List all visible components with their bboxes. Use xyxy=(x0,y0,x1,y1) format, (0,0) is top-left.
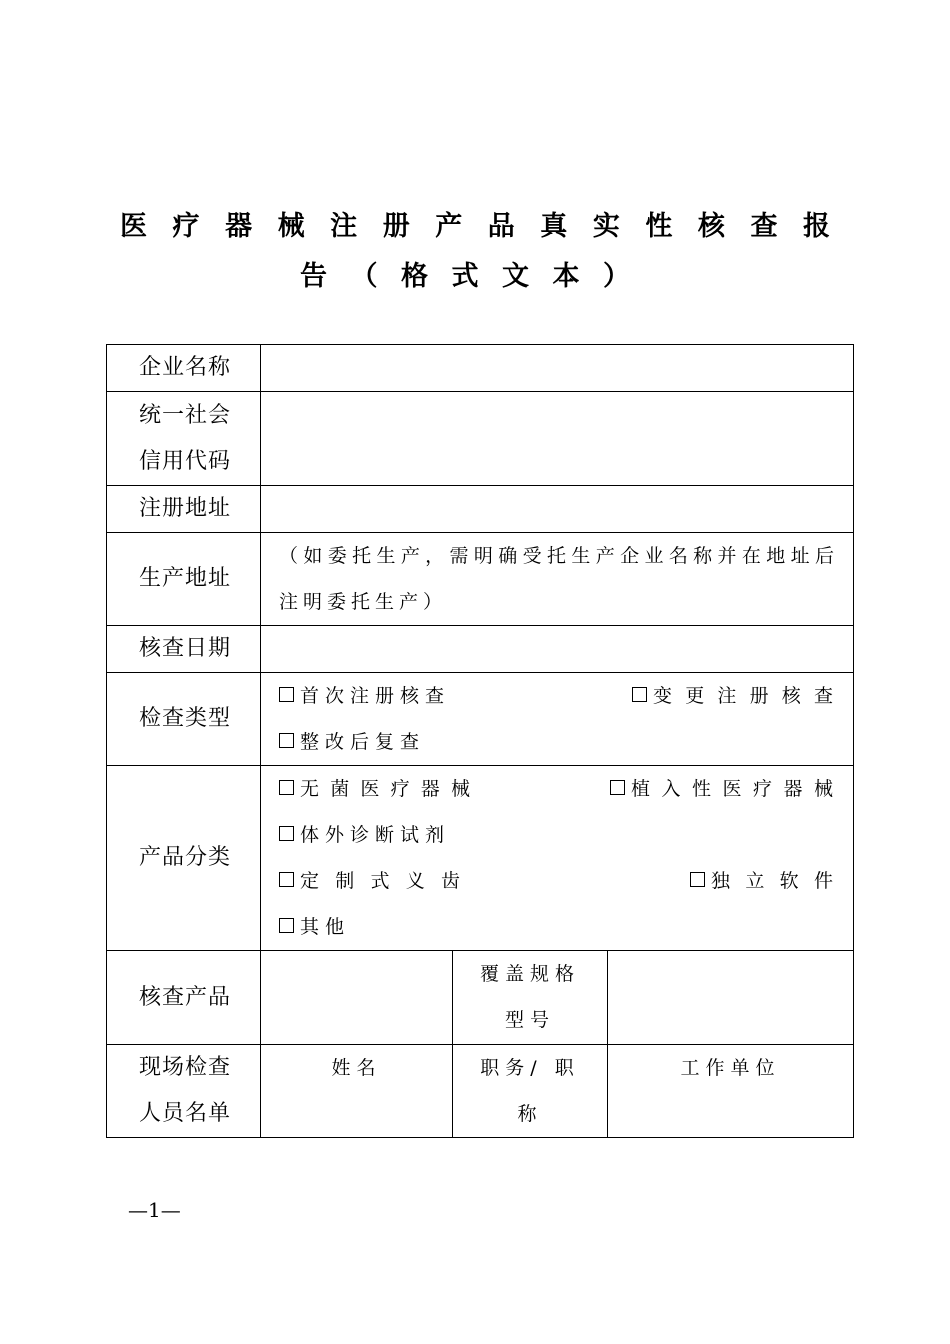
spec-value[interactable] xyxy=(608,951,854,1045)
prod-address-note[interactable]: （如委托生产，需明确受托生产企业名称并在地址后注明委托生产） xyxy=(261,533,854,626)
staff-unit-header: 工作单位 xyxy=(608,1045,854,1138)
category-options xyxy=(261,766,854,951)
option-other[interactable] xyxy=(279,904,350,950)
row-company-name xyxy=(107,345,854,392)
row-prod-address xyxy=(107,533,854,626)
option-change-registration[interactable] xyxy=(632,673,839,719)
option-label: 首次注册核查 xyxy=(300,685,451,707)
product-label: 核查产品 xyxy=(107,951,261,1045)
staff-title-header xyxy=(453,1045,608,1138)
option-standalone-software[interactable] xyxy=(690,858,839,904)
option-label: 体外诊断试剂 xyxy=(300,824,451,846)
option-label: 无菌医疗器械 xyxy=(300,778,476,800)
checkbox-icon[interactable] xyxy=(610,780,625,795)
staff-label-line2: 人员名单 xyxy=(139,1101,232,1126)
spec-label-line1: 覆盖规格 xyxy=(479,963,580,985)
row-product xyxy=(107,951,854,1045)
option-label: 整改后复查 xyxy=(300,731,426,753)
row-credit-code xyxy=(107,392,854,486)
reg-address-value[interactable] xyxy=(261,486,854,533)
checkbox-icon[interactable] xyxy=(690,872,705,887)
checkbox-icon[interactable] xyxy=(279,733,294,748)
staff-label xyxy=(107,1045,261,1138)
option-custom-denture[interactable] xyxy=(279,858,466,904)
verification-form xyxy=(106,344,854,1138)
category-label: 产品分类 xyxy=(107,766,261,951)
row-check-date xyxy=(107,626,854,673)
checkbox-icon[interactable] xyxy=(279,826,294,841)
credit-code-label-line1: 统一社会 xyxy=(139,402,232,428)
option-sterile-device[interactable] xyxy=(279,766,476,812)
option-label: 其他 xyxy=(300,916,351,938)
row-category xyxy=(107,766,854,951)
option-implant-device[interactable] xyxy=(610,766,839,812)
check-date-label: 核查日期 xyxy=(107,626,261,673)
check-type-label: 检查类型 xyxy=(107,673,261,766)
doc-title-line2: 告（格式文本） xyxy=(300,261,630,292)
option-label: 定制式义齿 xyxy=(300,870,466,892)
staff-label-line1: 现场检查 xyxy=(139,1055,232,1080)
checkbox-icon[interactable] xyxy=(279,780,294,795)
row-check-type xyxy=(107,673,854,766)
staff-title-header-line1: 职务/ 职 xyxy=(480,1057,580,1079)
credit-code-label-line2: 信用代码 xyxy=(139,448,232,474)
check-date-value[interactable] xyxy=(261,626,854,673)
prod-address-label: 生产地址 xyxy=(107,533,261,626)
check-type-options xyxy=(261,673,854,766)
company-name-label: 企业名称 xyxy=(107,345,261,392)
option-recheck[interactable] xyxy=(279,719,425,765)
page-number: —1— xyxy=(128,1198,181,1222)
option-label: 植入性医疗器械 xyxy=(631,778,840,800)
checkbox-icon[interactable] xyxy=(632,687,647,702)
option-label: 独立软件 xyxy=(711,870,840,892)
row-reg-address xyxy=(107,486,854,533)
row-staff xyxy=(107,1045,854,1138)
doc-title-line1: 医疗器械注册产品真实性核查报 xyxy=(120,211,830,242)
product-value[interactable] xyxy=(261,951,453,1045)
checkbox-icon[interactable] xyxy=(279,872,294,887)
company-name-value[interactable] xyxy=(261,345,854,392)
staff-name-header: 姓名 xyxy=(261,1045,453,1138)
spec-label-line2: 型号 xyxy=(504,1009,555,1031)
option-ivd-reagent[interactable] xyxy=(279,812,450,858)
reg-address-label: 注册地址 xyxy=(107,486,261,533)
spec-label xyxy=(453,951,608,1045)
credit-code-label xyxy=(107,392,261,486)
credit-code-value[interactable] xyxy=(261,392,854,486)
option-first-registration[interactable] xyxy=(279,673,488,719)
checkbox-icon[interactable] xyxy=(279,687,294,702)
staff-title-header-line2: 称 xyxy=(517,1103,543,1125)
checkbox-icon[interactable] xyxy=(279,918,294,933)
option-label: 变更注册核查 xyxy=(653,685,840,707)
